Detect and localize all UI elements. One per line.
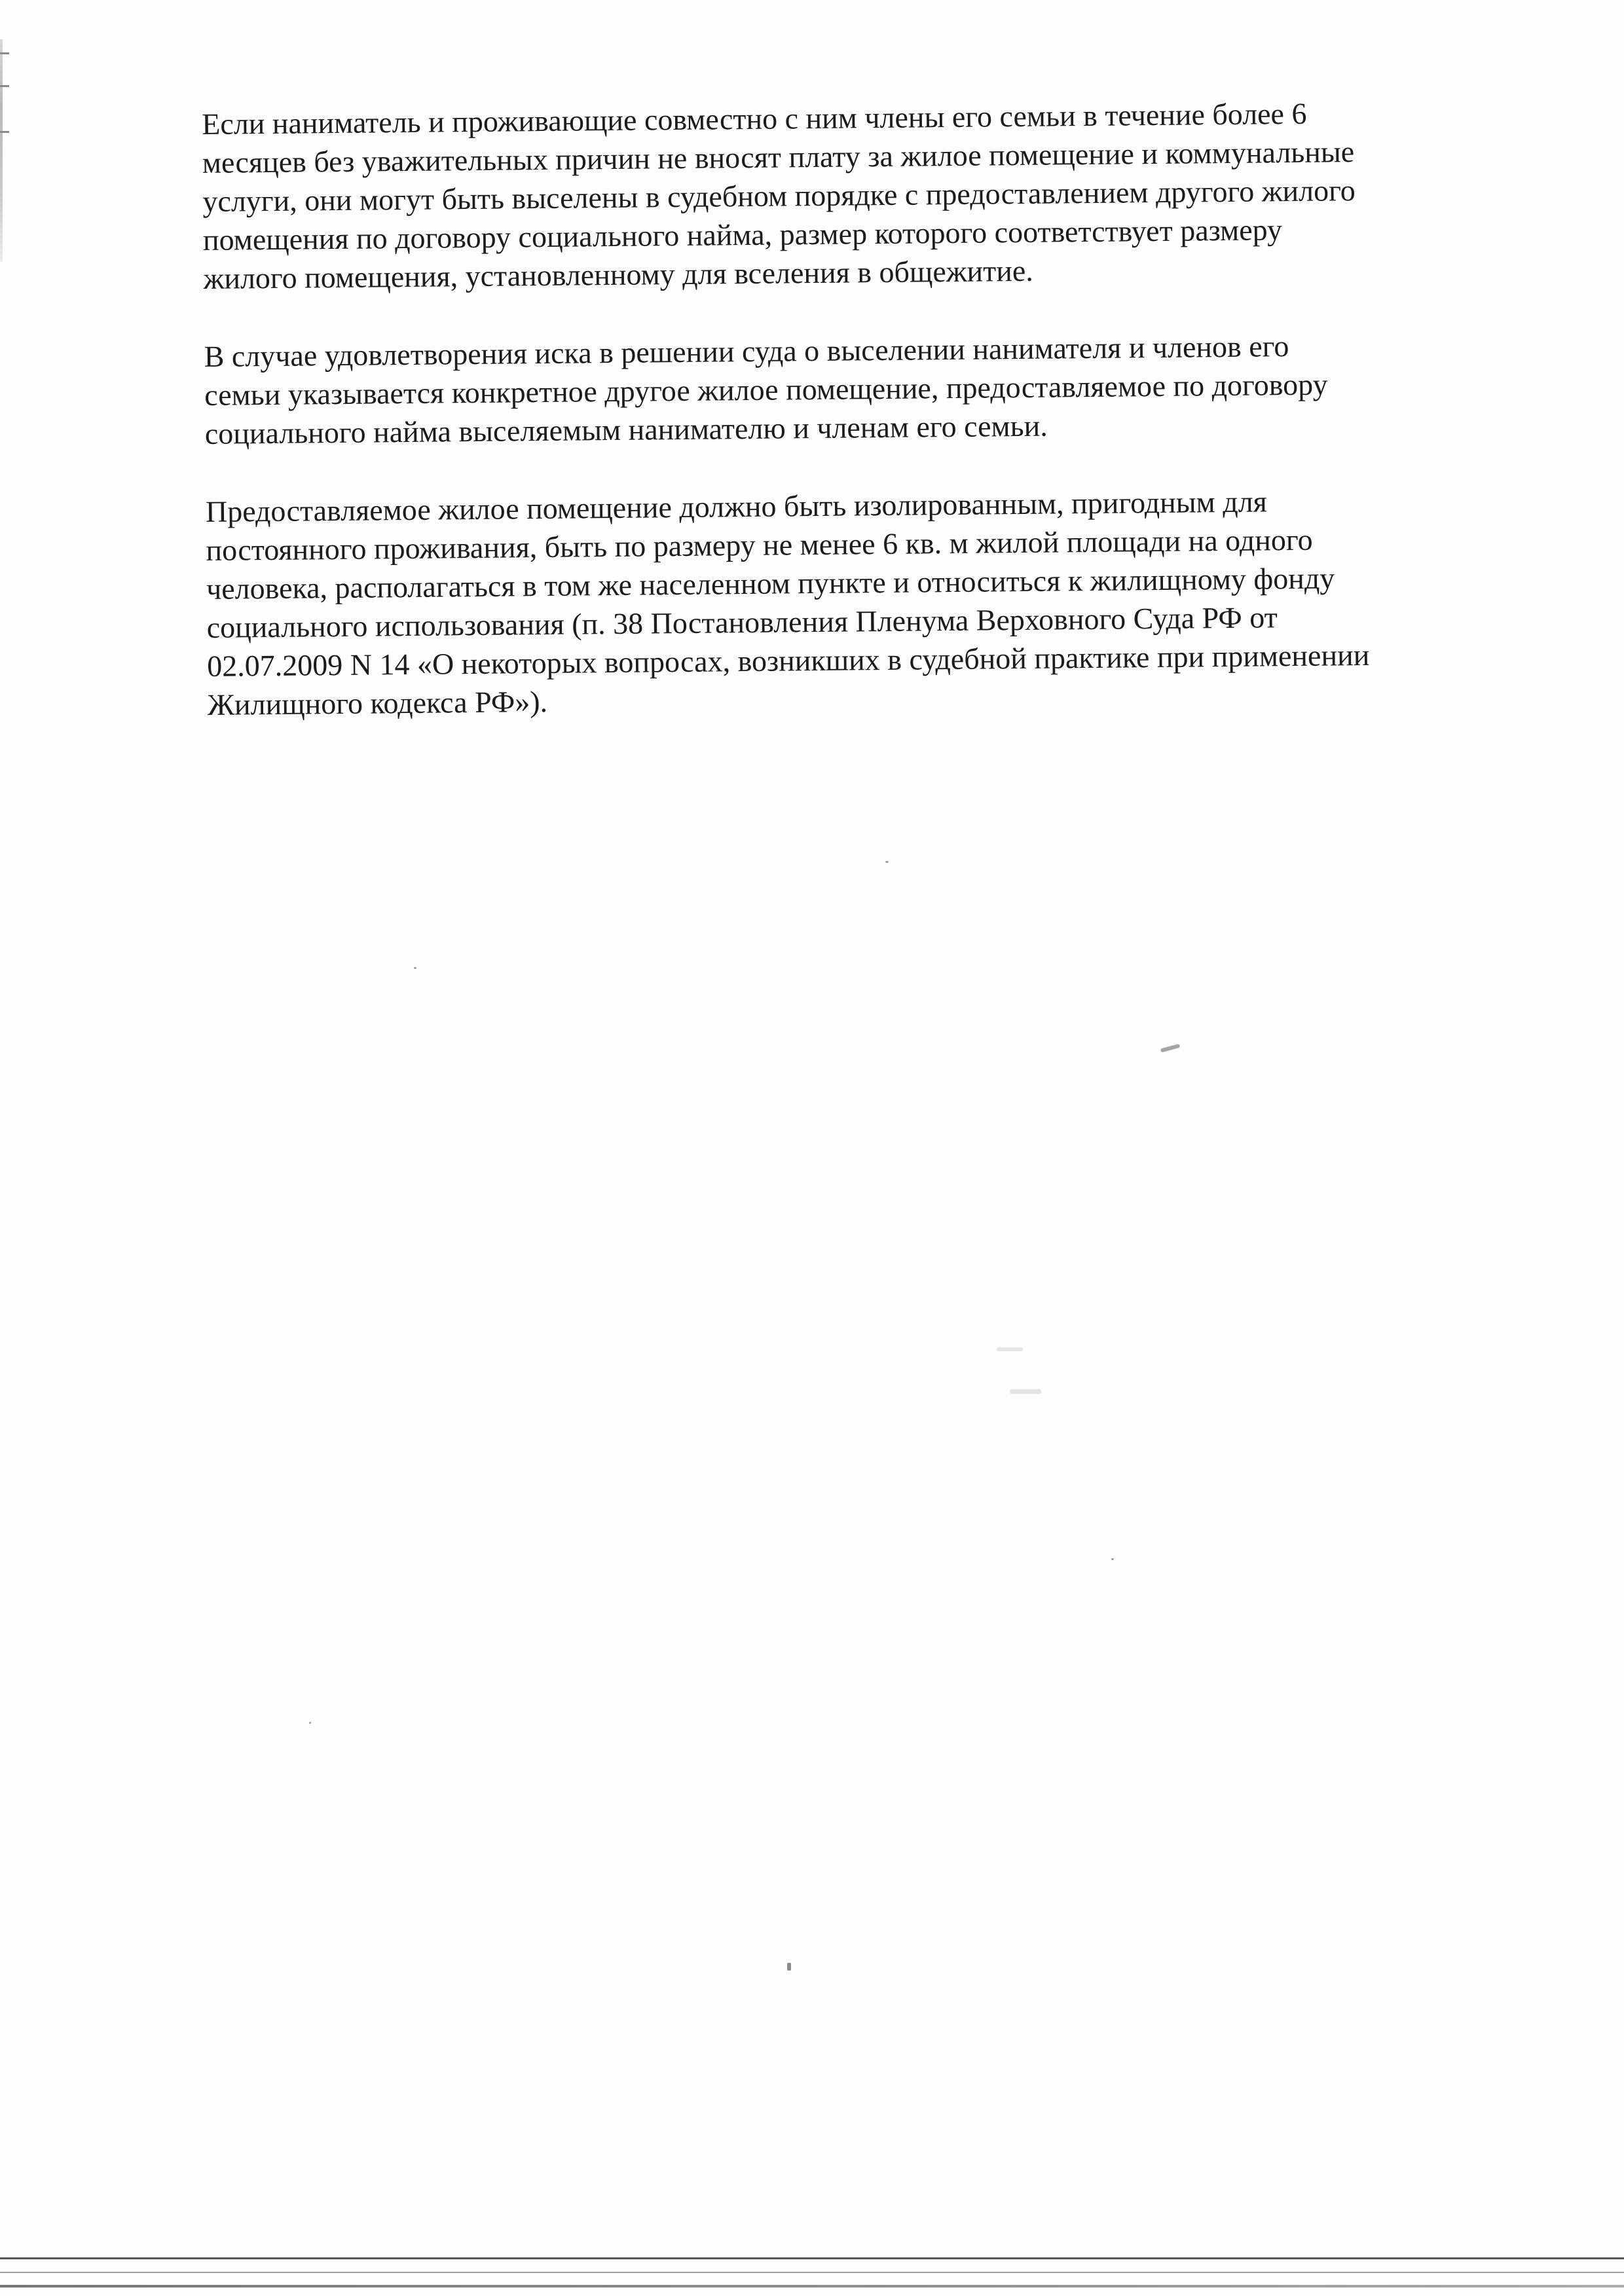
text-line: жилого помещения, установленному для вселения в общежитие.: [203, 253, 1034, 295]
scan-edge-artifact: [0, 2257, 1624, 2259]
scan-speck: [1111, 1558, 1114, 1560]
scan-edge-artifact: [0, 2272, 1624, 2273]
scan-edge-tick: [0, 131, 9, 133]
text-line: В случае удовлетворения иска в решении суда о выселении нанимателя и членов его: [204, 329, 1289, 373]
scan-speck: [885, 861, 889, 863]
scan-speck: [787, 1963, 791, 1971]
scan-edge-artifact: [0, 39, 3, 262]
text-line: помещения по договору социального найма, размер которого соответствует размеру: [202, 213, 1283, 257]
text-line: 02.07.2009 N 14 «О некоторых вопросах, возникших в судебной практике при применении: [206, 638, 1370, 683]
scan-edge-artifact: [0, 2285, 1624, 2287]
paragraph-eviction-conditions: [202, 92, 1487, 298]
text-line: услуги, они могут быть выселены в судебном порядке с предоставлением другого жилого: [202, 173, 1356, 218]
text-line: месяцев без уважительных причин не вносят плату за жилое помещение и коммунальные: [202, 135, 1355, 179]
text-line: семьи указывается конкретное другое жилое помещение, предоставляемое по договору: [204, 367, 1328, 412]
text-line: постоянного проживания, быть по размеру не менее 6 кв. м жилой площади на одного: [206, 522, 1313, 567]
text-line: человека, располагаться в том же населенном пункте и относиться к жилищному фонду: [206, 561, 1335, 606]
scan-edge-tick: [0, 85, 9, 87]
scan-speck: [997, 1347, 1023, 1351]
paragraph-housing-requirements: [206, 480, 1491, 724]
scan-speck: [309, 1722, 311, 1724]
document-body: [202, 92, 1492, 763]
paragraph-court-decision: [204, 325, 1488, 453]
text-line: Предоставляемое жилое помещение должно быть изолированным, пригодным для: [205, 484, 1268, 528]
text-line: социального использования (п. 38 Постановления Пленума Верховного Суда РФ от: [206, 600, 1278, 644]
text-line: Жилищного кодекса РФ»).: [207, 684, 548, 721]
scan-edge-tick: [0, 52, 9, 54]
scan-speck: [1010, 1389, 1041, 1394]
scan-speck: [1160, 1044, 1181, 1053]
text-line: социального найма выселяемым нанимателю и членам его семьи.: [204, 409, 1048, 450]
text-line: Если наниматель и проживающие совместно с ним члены его семьи в течение более 6: [202, 96, 1307, 141]
scan-speck: [414, 967, 416, 969]
